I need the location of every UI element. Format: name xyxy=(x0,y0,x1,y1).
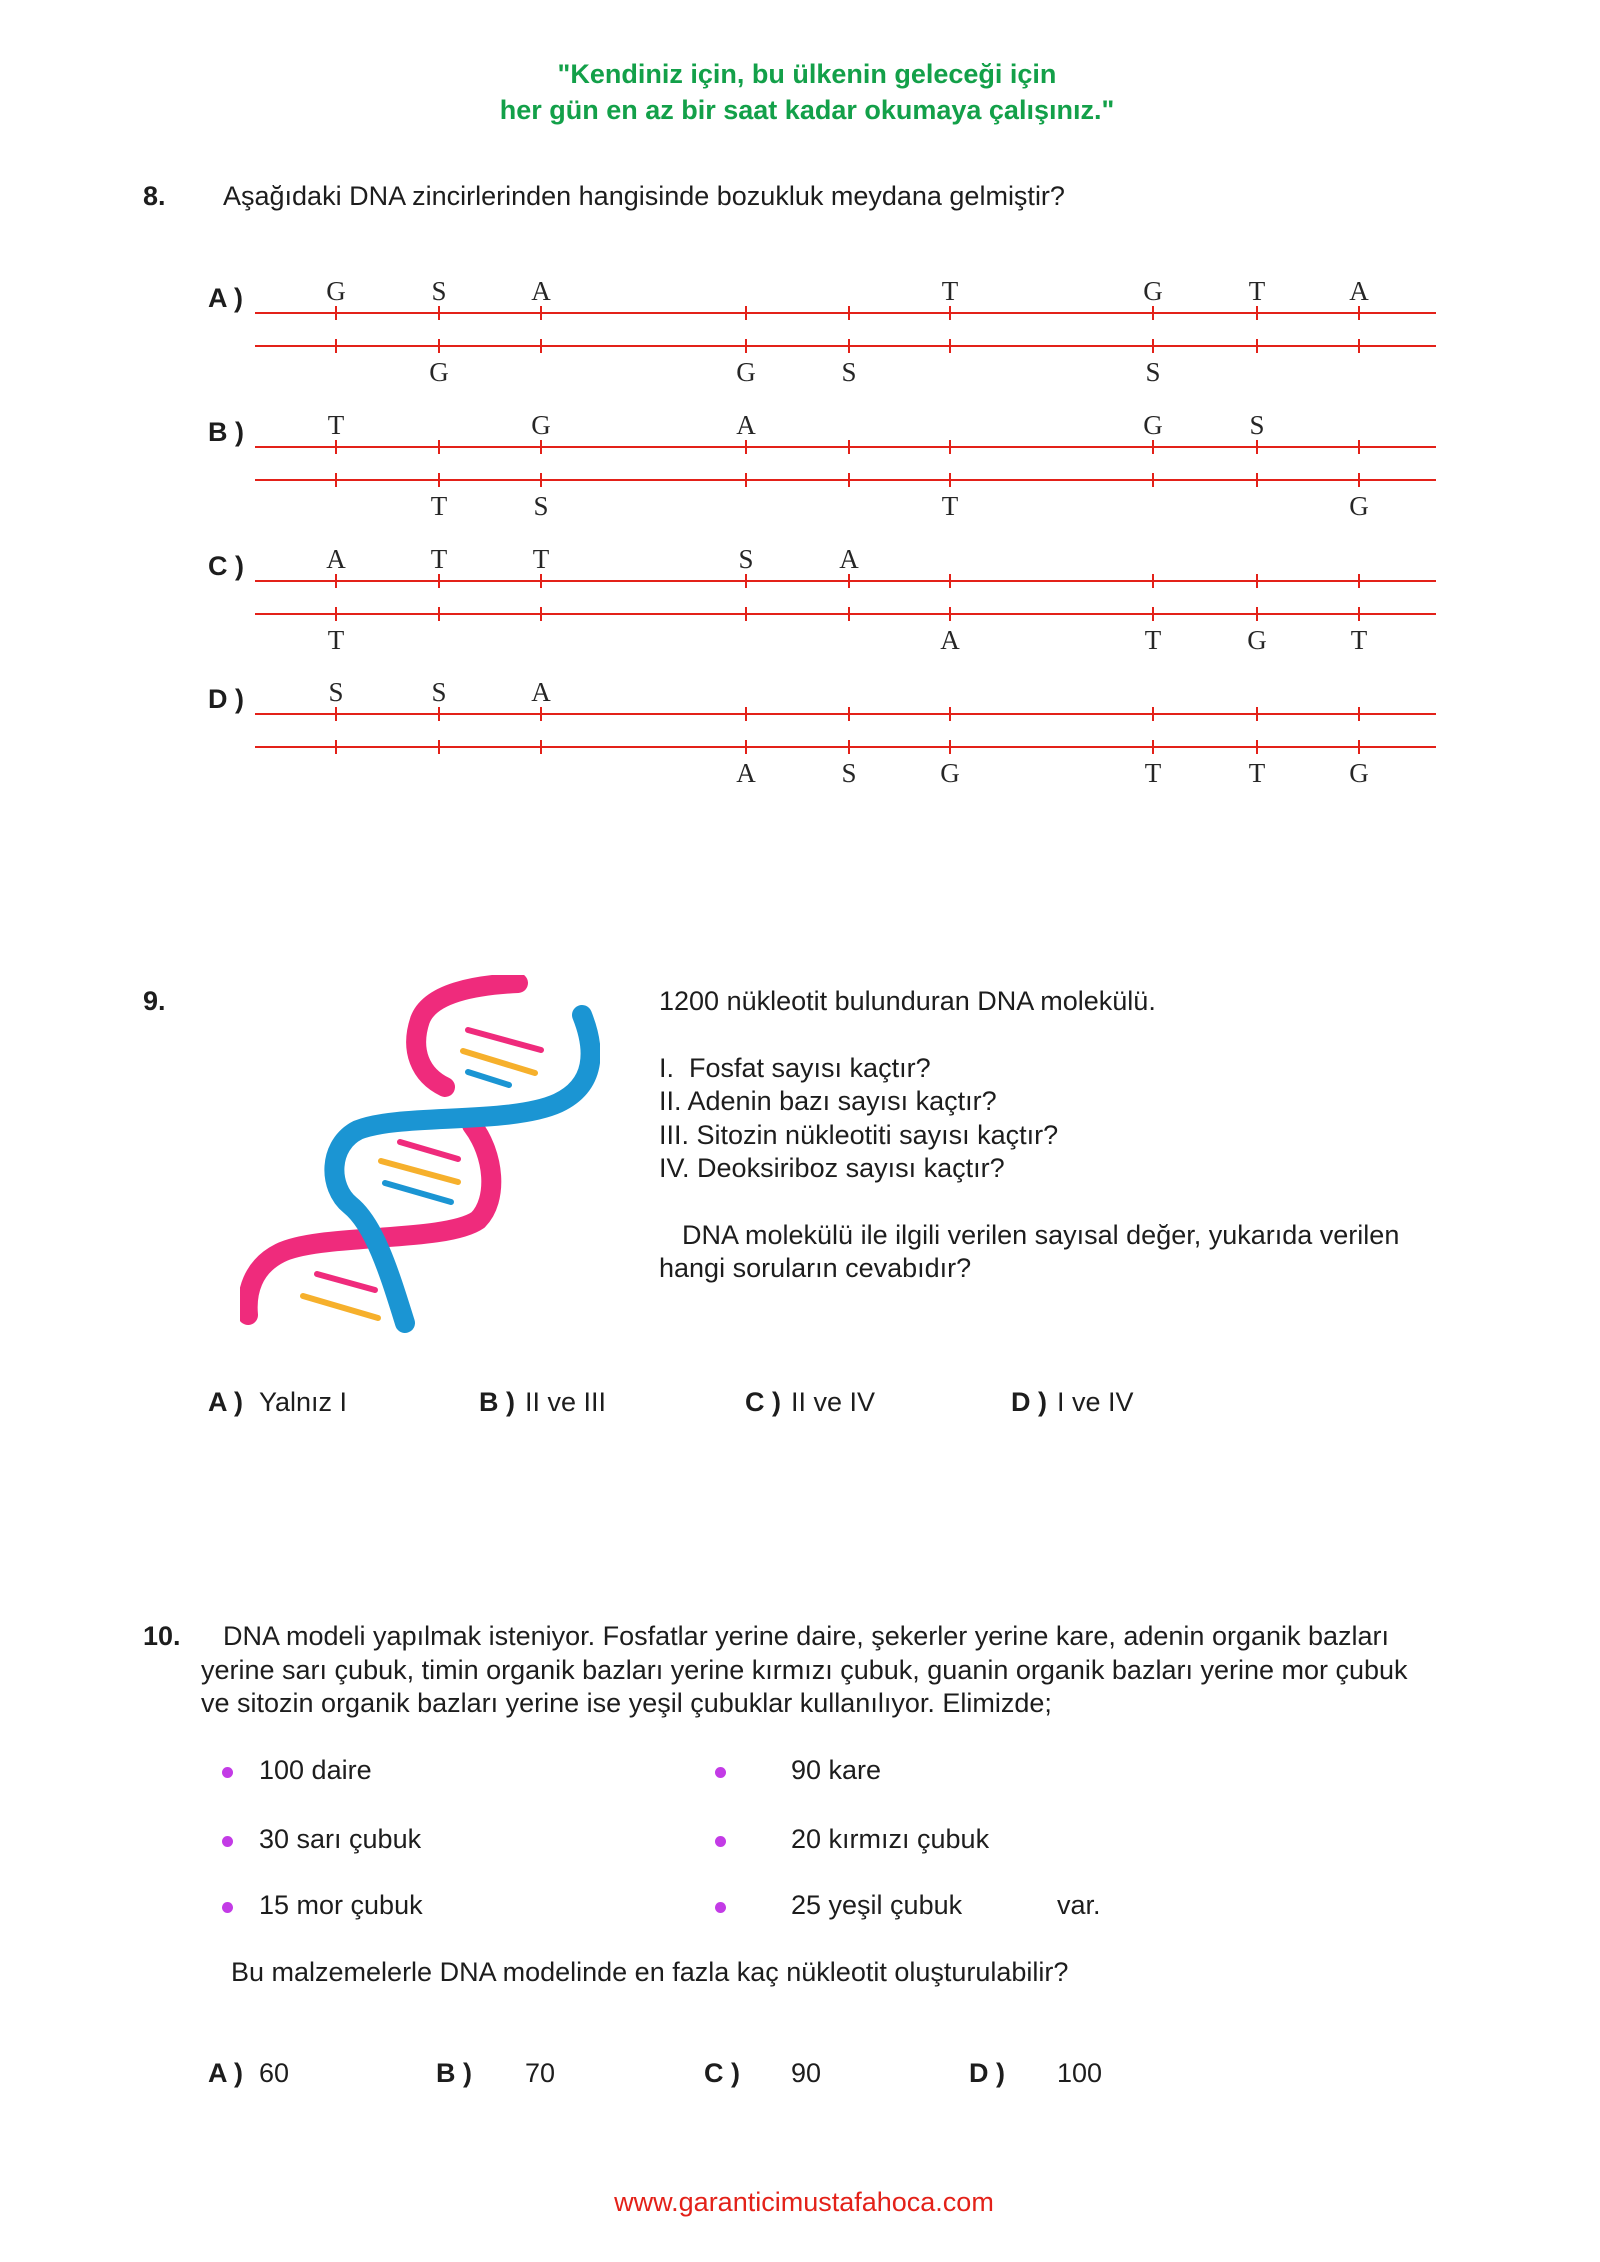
bond-tick xyxy=(1358,440,1360,454)
motto-line-1: "Kendiniz için, bu ülkenin geleceği için xyxy=(557,59,1057,89)
option-label-a: A ) xyxy=(208,283,243,313)
bullet-icon xyxy=(715,1767,726,1778)
bond-tick xyxy=(438,473,440,487)
question-10-text-line-3: ve sitozin organik bazları yerine ise yeşil çubuklar kullanılıyor. Elimizde; xyxy=(201,1688,1052,1718)
question-9-item: II. Adenin bazı sayısı kaçtır? xyxy=(659,1086,997,1116)
bond-tick xyxy=(1256,707,1258,721)
option-text-d: 100 xyxy=(1057,2058,1103,2088)
top-strand-base: A xyxy=(839,544,859,574)
bond-tick xyxy=(1358,473,1360,487)
bond-tick xyxy=(745,440,747,454)
bond-tick xyxy=(335,707,337,721)
bond-tick xyxy=(438,740,440,754)
top-strand-base: G xyxy=(1143,410,1163,440)
option-text-a: 60 xyxy=(259,2058,290,2088)
bottom-strand-base: T xyxy=(327,625,345,655)
bond-tick xyxy=(1358,740,1360,754)
top-strand-base: A xyxy=(531,677,551,707)
top-strand-base: T xyxy=(1248,276,1266,306)
bond-tick xyxy=(949,740,951,754)
top-strand-base: G xyxy=(531,410,551,440)
bond-tick xyxy=(848,306,850,320)
lower-strand-line xyxy=(255,746,1436,748)
option-label-c: C ) xyxy=(208,551,244,581)
option-text-d: I ve IV xyxy=(1057,1387,1134,1417)
helix-blue-strand xyxy=(334,1015,590,1323)
bond-tick xyxy=(1152,740,1154,754)
bond-tick xyxy=(848,473,850,487)
bond-tick xyxy=(438,574,440,588)
option-label-d: D ) xyxy=(1011,1387,1047,1417)
option-label-a: A ) xyxy=(208,1387,243,1417)
bond-tick xyxy=(1256,440,1258,454)
top-strand-base: S xyxy=(431,276,447,306)
bond-tick xyxy=(540,740,542,754)
bond-tick xyxy=(745,306,747,320)
lower-strand-line xyxy=(255,345,1436,347)
bottom-strand-base: T xyxy=(1144,758,1162,788)
question-9-intro: 1200 nükleotit bulunduran DNA molekülü. xyxy=(659,986,1156,1016)
bond-tick xyxy=(1256,574,1258,588)
bond-tick xyxy=(1358,707,1360,721)
bond-tick xyxy=(438,306,440,320)
bond-tick xyxy=(1152,574,1154,588)
helix-base-pair-bar xyxy=(463,1051,535,1073)
question-8-number: 8. xyxy=(143,181,166,211)
bond-tick xyxy=(949,707,951,721)
top-strand-base: S xyxy=(1249,410,1265,440)
bond-tick xyxy=(335,740,337,754)
bottom-strand-base: G xyxy=(1247,625,1267,655)
bottom-strand-base: G xyxy=(1349,491,1369,521)
bond-tick xyxy=(848,339,850,353)
bottom-strand-base: T xyxy=(1248,758,1266,788)
helix-base-pair-bar xyxy=(385,1183,451,1202)
bond-tick xyxy=(335,473,337,487)
option-label-c: C ) xyxy=(745,1387,781,1417)
top-strand-base: S xyxy=(431,677,447,707)
option-text-b: 70 xyxy=(525,2058,556,2088)
material-item: 30 sarı çubuk xyxy=(259,1824,422,1854)
bottom-strand-base: A xyxy=(736,758,756,788)
bond-tick xyxy=(335,306,337,320)
bond-tick xyxy=(745,574,747,588)
material-item: 25 yeşil çubuk xyxy=(791,1890,963,1920)
bond-tick xyxy=(1152,339,1154,353)
option-label-c: C ) xyxy=(704,2058,740,2088)
top-strand-base: G xyxy=(1143,276,1163,306)
option-label-d: D ) xyxy=(208,684,244,714)
motto-line-2: her gün en az bir saat kadar okumaya çalışınız." xyxy=(499,95,1115,125)
question-9-item: I. Fosfat sayısı kaçtır? xyxy=(659,1053,931,1083)
bond-tick xyxy=(949,440,951,454)
question-8-text: Aşağıdaki DNA zincirlerinden hangisinde bozukluk meydana gelmiştir? xyxy=(223,181,1065,211)
bond-tick xyxy=(335,339,337,353)
bond-tick xyxy=(848,607,850,621)
bottom-strand-base: T xyxy=(941,491,959,521)
footer-website-link[interactable]: www.garanticimustafahoca.com xyxy=(614,2187,994,2217)
bond-tick xyxy=(1256,306,1258,320)
lower-strand-line xyxy=(255,613,1436,615)
upper-strand-line xyxy=(255,446,1436,448)
bond-tick xyxy=(745,339,747,353)
bond-tick xyxy=(1358,607,1360,621)
bottom-strand-base: S xyxy=(841,357,857,387)
bottom-strand-base: G xyxy=(429,357,449,387)
question-10-number: 10. xyxy=(143,1621,181,1651)
bond-tick xyxy=(540,607,542,621)
top-strand-base: G xyxy=(326,276,346,306)
bottom-strand-base: A xyxy=(940,625,960,655)
lower-strand-line xyxy=(255,479,1436,481)
material-item: 20 kırmızı çubuk xyxy=(791,1824,990,1854)
upper-strand-line xyxy=(255,713,1436,715)
bond-tick xyxy=(745,707,747,721)
bond-tick xyxy=(1358,306,1360,320)
bond-tick xyxy=(438,440,440,454)
helix-base-pair-bar xyxy=(400,1142,458,1159)
bond-tick xyxy=(949,607,951,621)
helix-base-pair-bar xyxy=(303,1296,378,1318)
bond-tick xyxy=(540,473,542,487)
material-item: 90 kare xyxy=(791,1755,882,1785)
question-9-item: IV. Deoksiriboz sayısı kaçtır? xyxy=(659,1153,1005,1183)
bond-tick xyxy=(848,740,850,754)
bond-tick xyxy=(1256,339,1258,353)
question-10-text-line-2: yerine sarı çubuk, timin organik bazları yerine kırmızı çubuk, guanin organik bazları yerine mor çubuk xyxy=(201,1655,1408,1685)
bond-tick xyxy=(949,574,951,588)
question-9-number: 9. xyxy=(143,986,166,1016)
bond-tick xyxy=(1256,473,1258,487)
top-strand-base: A xyxy=(736,410,756,440)
bond-tick xyxy=(1256,607,1258,621)
bullet-icon xyxy=(222,1902,233,1913)
option-text-c: 90 xyxy=(791,2058,822,2088)
bottom-strand-base: G xyxy=(940,758,960,788)
bond-tick xyxy=(540,440,542,454)
bullet-icon xyxy=(715,1836,726,1847)
upper-strand-line xyxy=(255,312,1436,314)
option-text-a: Yalnız I xyxy=(259,1387,348,1417)
bond-tick xyxy=(1358,574,1360,588)
bond-tick xyxy=(1358,339,1360,353)
bond-tick xyxy=(949,306,951,320)
helix-base-pair-bar xyxy=(317,1274,375,1290)
bond-tick xyxy=(335,440,337,454)
option-label-a: A ) xyxy=(208,2058,243,2088)
dna-helix-illustration xyxy=(240,975,600,1335)
top-strand-base: T xyxy=(430,544,448,574)
question-9-item: III. Sitozin nükleotiti sayısı kaçtır? xyxy=(659,1120,1059,1150)
bond-tick xyxy=(540,707,542,721)
bullet-icon xyxy=(222,1767,233,1778)
question-10-prompt: Bu malzemelerle DNA modelinde en fazla kaç nükleotit oluşturulabilir? xyxy=(231,1957,1069,1987)
bond-tick xyxy=(745,607,747,621)
bond-tick xyxy=(335,607,337,621)
option-text-b: II ve III xyxy=(525,1387,607,1417)
question-9-prompt-line-1: DNA molekülü ile ilgili verilen sayısal değer, yukarıda verilen xyxy=(682,1220,1400,1250)
question-9-prompt-line-2: hangi soruların cevabıdır? xyxy=(659,1253,972,1283)
bond-tick xyxy=(438,607,440,621)
top-strand-base: S xyxy=(328,677,344,707)
bottom-strand-base: T xyxy=(430,491,448,521)
bullet-icon xyxy=(222,1836,233,1847)
bond-tick xyxy=(745,473,747,487)
bottom-strand-base: G xyxy=(736,357,756,387)
bond-tick xyxy=(438,707,440,721)
bond-tick xyxy=(1152,607,1154,621)
bottom-strand-base: G xyxy=(1349,758,1369,788)
bond-tick xyxy=(1152,707,1154,721)
bond-tick xyxy=(745,740,747,754)
bottom-strand-base: S xyxy=(841,758,857,788)
bond-tick xyxy=(848,440,850,454)
bullet-icon xyxy=(715,1902,726,1913)
option-label-d: D ) xyxy=(969,2058,1005,2088)
bond-tick xyxy=(540,306,542,320)
bond-tick xyxy=(335,574,337,588)
bond-tick xyxy=(949,473,951,487)
upper-strand-line xyxy=(255,580,1436,582)
bottom-strand-base: S xyxy=(533,491,549,521)
option-label-b: B ) xyxy=(208,417,244,447)
bond-tick xyxy=(1152,473,1154,487)
top-strand-base: T xyxy=(327,410,345,440)
bond-tick xyxy=(1152,306,1154,320)
material-item: 15 mor çubuk xyxy=(259,1890,423,1920)
option-label-b: B ) xyxy=(436,2058,472,2088)
top-strand-base: A xyxy=(1349,276,1369,306)
helix-base-pair-bar xyxy=(381,1161,458,1182)
top-strand-base: T xyxy=(941,276,959,306)
bond-tick xyxy=(1152,440,1154,454)
top-strand-base: A xyxy=(531,276,551,306)
top-strand-base: T xyxy=(532,544,550,574)
bond-tick xyxy=(540,339,542,353)
bond-tick xyxy=(848,707,850,721)
helix-base-pair-bar xyxy=(468,1030,541,1050)
top-strand-base: S xyxy=(738,544,754,574)
bond-tick xyxy=(438,339,440,353)
bottom-strand-base: T xyxy=(1144,625,1162,655)
helix-base-pair-bar xyxy=(468,1072,509,1085)
bottom-strand-base: S xyxy=(1145,357,1161,387)
bond-tick xyxy=(540,574,542,588)
option-label-b: B ) xyxy=(479,1387,515,1417)
top-strand-base: A xyxy=(326,544,346,574)
bottom-strand-base: T xyxy=(1350,625,1368,655)
materials-suffix: var. xyxy=(1057,1890,1101,1920)
material-item: 100 daire xyxy=(259,1755,372,1785)
bond-tick xyxy=(949,339,951,353)
question-10-text-line-1: DNA modeli yapılmak isteniyor. Fosfatlar yerine daire, şekerler yerine kare, adenin organik bazları xyxy=(223,1621,1390,1651)
bond-tick xyxy=(848,574,850,588)
option-text-c: II ve IV xyxy=(791,1387,876,1417)
bond-tick xyxy=(1256,740,1258,754)
